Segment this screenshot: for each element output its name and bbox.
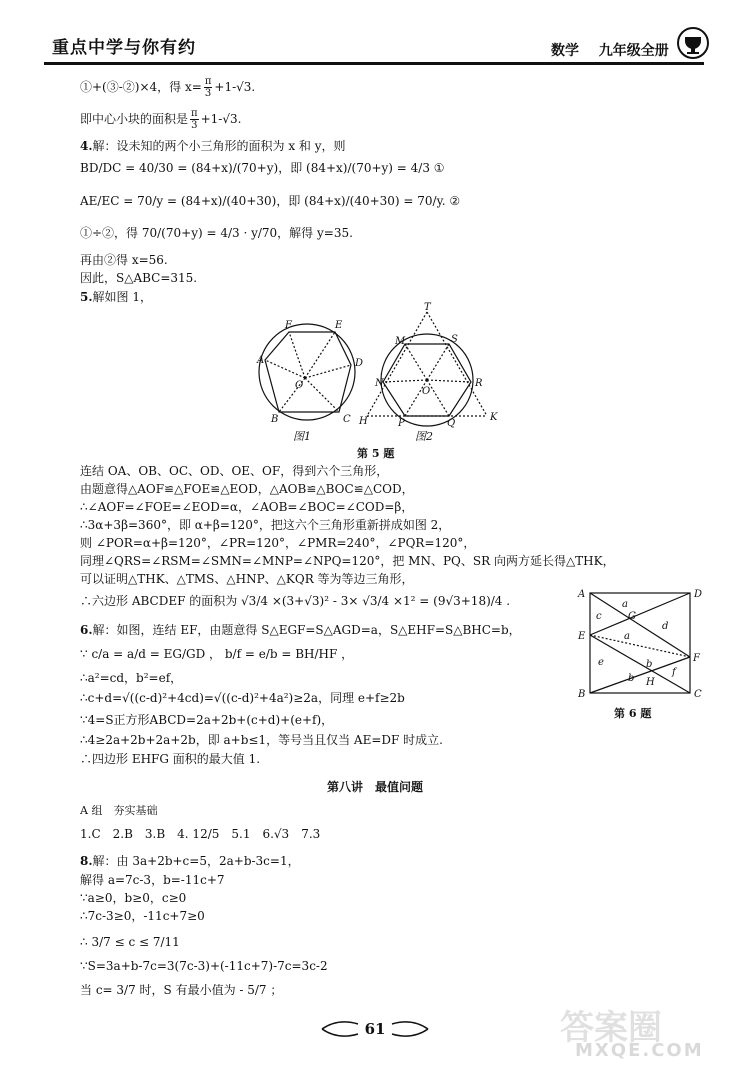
svg-text:H: H	[359, 416, 368, 427]
problem-5-intro: 5.解如图 1，	[80, 290, 152, 304]
svg-text:N: N	[375, 378, 384, 389]
svg-text:H: H	[646, 677, 655, 688]
svg-text:a: a	[624, 631, 630, 642]
svg-text:C: C	[343, 414, 351, 425]
fig5-label-2: 图2	[415, 430, 433, 443]
problem-5-line-5: 则 ∠POR=α+β=120°，∠PR=120°，∠PMR=240°，∠PQR=120°，	[80, 536, 476, 550]
svg-text:a: a	[622, 599, 628, 610]
svg-text:S: S	[451, 334, 458, 345]
svg-text:b: b	[628, 673, 635, 684]
figure-6-caption: 第 6 题	[614, 707, 652, 720]
problem-5-line-2: 由题意得△AOF≌△FOE≌△EOD，△AOB≌△BOC≌△COD，	[80, 482, 414, 496]
problem-4-intro: 4.解：设未知的两个小三角形的面积为 x 和 y，则	[80, 139, 346, 153]
series-logo-title: 重点中学与你有约	[52, 38, 196, 58]
problem-8-line-6: ∵S=3a+b-7c=3(7c-3)+(-11c+7)-7c=3c-2	[80, 959, 328, 973]
problem-5-line-6: 同理∠QRS=∠RSM=∠SMN=∠MNP=∠NPQ=120°，把 MN、PQ、SR 向两方延长得△THK，	[80, 554, 615, 568]
svg-text:c: c	[596, 611, 602, 622]
svg-text:d: d	[662, 621, 669, 632]
svg-text:B: B	[271, 414, 279, 425]
problem-4-eq4: 再由②得 x=56.	[80, 253, 168, 267]
problem-6-line-6: ∴4≥2a+2b+2a+2b，即 a+b≤1，等号当且仅当 AE=DF 时成立.	[80, 733, 443, 747]
svg-text:D: D	[694, 589, 703, 600]
watermark-text: 答案圈	[560, 1008, 662, 1048]
svg-text:e: e	[598, 657, 604, 668]
problem-6-line-2: ∵ c/a = a/d = EG/GD ， b/f = e/b = BH/HF ，	[80, 647, 354, 661]
problem-5-line-1: 连结 OA、OB、OC、OD、OE、OF，得到六个三角形，	[80, 464, 389, 478]
problem-8-line-7: 当 c= 3/7 时，S 有最小值为 - 5/7 ；	[80, 983, 283, 997]
problem-4-eq5: 因此，S△ABC=315.	[80, 271, 198, 285]
figure-5-diagram	[255, 300, 505, 460]
figure-5-caption: 第 5 题	[357, 447, 395, 460]
svg-text:A: A	[578, 589, 586, 600]
problem-4-eq2: AE/EC = 70/y = (84+x)/(40+30)，即 (84+x)/(40+30) = 70/y. ②	[80, 194, 461, 208]
fig5-label-1: 图1	[293, 430, 311, 443]
problem-5-line-4: ∴3α+3β=360°，即 α+β=120°，把这六个三角形重新拼成如图 2，	[80, 518, 451, 532]
answers-1-7: 1.C 2.B 3.B 4. 12/5 5.1 6.√3 7.3	[80, 827, 321, 841]
header-subject-grade	[551, 40, 669, 60]
grade-label: 九年级全册	[598, 43, 669, 59]
watermark-url: MXQE.COM	[575, 1040, 704, 1061]
svg-text:O: O	[422, 386, 431, 397]
problem-6-line-1: 6.解：如图，连结 EF，由题意得 S△EGF=S△AGD=a，S△EHF=S△BHC=b，	[80, 623, 521, 637]
problem-6-line-4: ∴c+d=√((c-d)²+4cd)=√((c-d)²+4a²)≥2a，同理 e+f≥2b	[80, 691, 405, 705]
trophy-logo-icon	[676, 26, 710, 60]
text-line-1: ①+(③-②)×4，得 x= $\frac{\pi}{3}$ +1-√3.	[80, 76, 256, 99]
problem-6-line-3: ∴a²=cd，b²=ef，	[80, 671, 183, 685]
svg-text:C: C	[694, 689, 702, 700]
problem-8-line-4: ∴7c-3≥0，-11c+7≥0	[80, 909, 205, 923]
group-a-heading: A 组 夯实基础	[80, 804, 158, 817]
svg-text:A: A	[257, 355, 265, 366]
subject-label: 数学	[551, 43, 579, 59]
section-title: 第八讲 最值问题	[327, 780, 424, 794]
svg-text:f: f	[672, 667, 676, 678]
problem-6-line-5: ∵4=S正方形ABCD=2a+2b+(c+d)+(e+f)，	[80, 713, 334, 727]
problem-8-line-2: 解得 a=7c-3，b=-11c+7	[80, 873, 225, 887]
svg-text:F: F	[285, 320, 292, 331]
text-line-2: 即中心小块的面积是 $\frac{\pi}{3}$ +1-√3.	[80, 108, 242, 131]
problem-4-eq1: BD/DC = 40/30 = (84+x)/(70+y)，即 (84+x)/(70+y) = 4/3 ①	[80, 161, 445, 175]
svg-text:T: T	[424, 302, 431, 313]
svg-text:E: E	[578, 631, 586, 642]
problem-5-line-8: ∴六边形 ABCDEF 的面积为 √3/4 ×(3+√3)² - 3× √3/4 ×1² = (9√3+18)/4 .	[80, 594, 511, 608]
problem-5-line-3: ∴∠AOF=∠FOE=∠EOD=α，∠AOB=∠BOC=∠COD=β，	[80, 500, 414, 514]
figure-6-diagram	[572, 585, 712, 710]
svg-text:G: G	[628, 611, 636, 622]
svg-text:D: D	[355, 358, 364, 369]
svg-text:F: F	[693, 653, 700, 664]
problem-4-eq3: ①÷②，得 70/(70+y) = 4/3 · y/70，解得 y=35.	[80, 226, 353, 240]
problem-8-line-1: 8.解：由 3a+2b+c=5，2a+b-3c=1，	[80, 854, 300, 868]
figure-5-fig2	[367, 312, 487, 426]
svg-text:b: b	[646, 659, 653, 670]
figure-5-fig1	[259, 324, 355, 420]
problem-8-line-5: ∴ 3/7 ≤ c ≤ 7/11	[80, 935, 180, 949]
svg-text:B: B	[578, 689, 586, 700]
svg-text:K: K	[490, 412, 498, 423]
svg-text:R: R	[475, 378, 483, 389]
problem-5-line-7: 可以证明△THK、△TMS、△HNP、△KQR 等为等边三角形，	[80, 572, 414, 586]
problem-6-line-7: ∴四边形 EHFG 面积的最大值 1.	[80, 752, 261, 766]
svg-text:Q: Q	[447, 418, 456, 429]
svg-text:P: P	[398, 418, 405, 429]
problem-8-line-3: ∵a≥0，b≥0，c≥0	[80, 891, 187, 905]
svg-text:M: M	[395, 336, 406, 347]
svg-text:E: E	[335, 320, 343, 331]
header-divider	[44, 62, 704, 65]
page-number: 61	[364, 1020, 386, 1038]
svg-text:O: O	[295, 380, 304, 391]
